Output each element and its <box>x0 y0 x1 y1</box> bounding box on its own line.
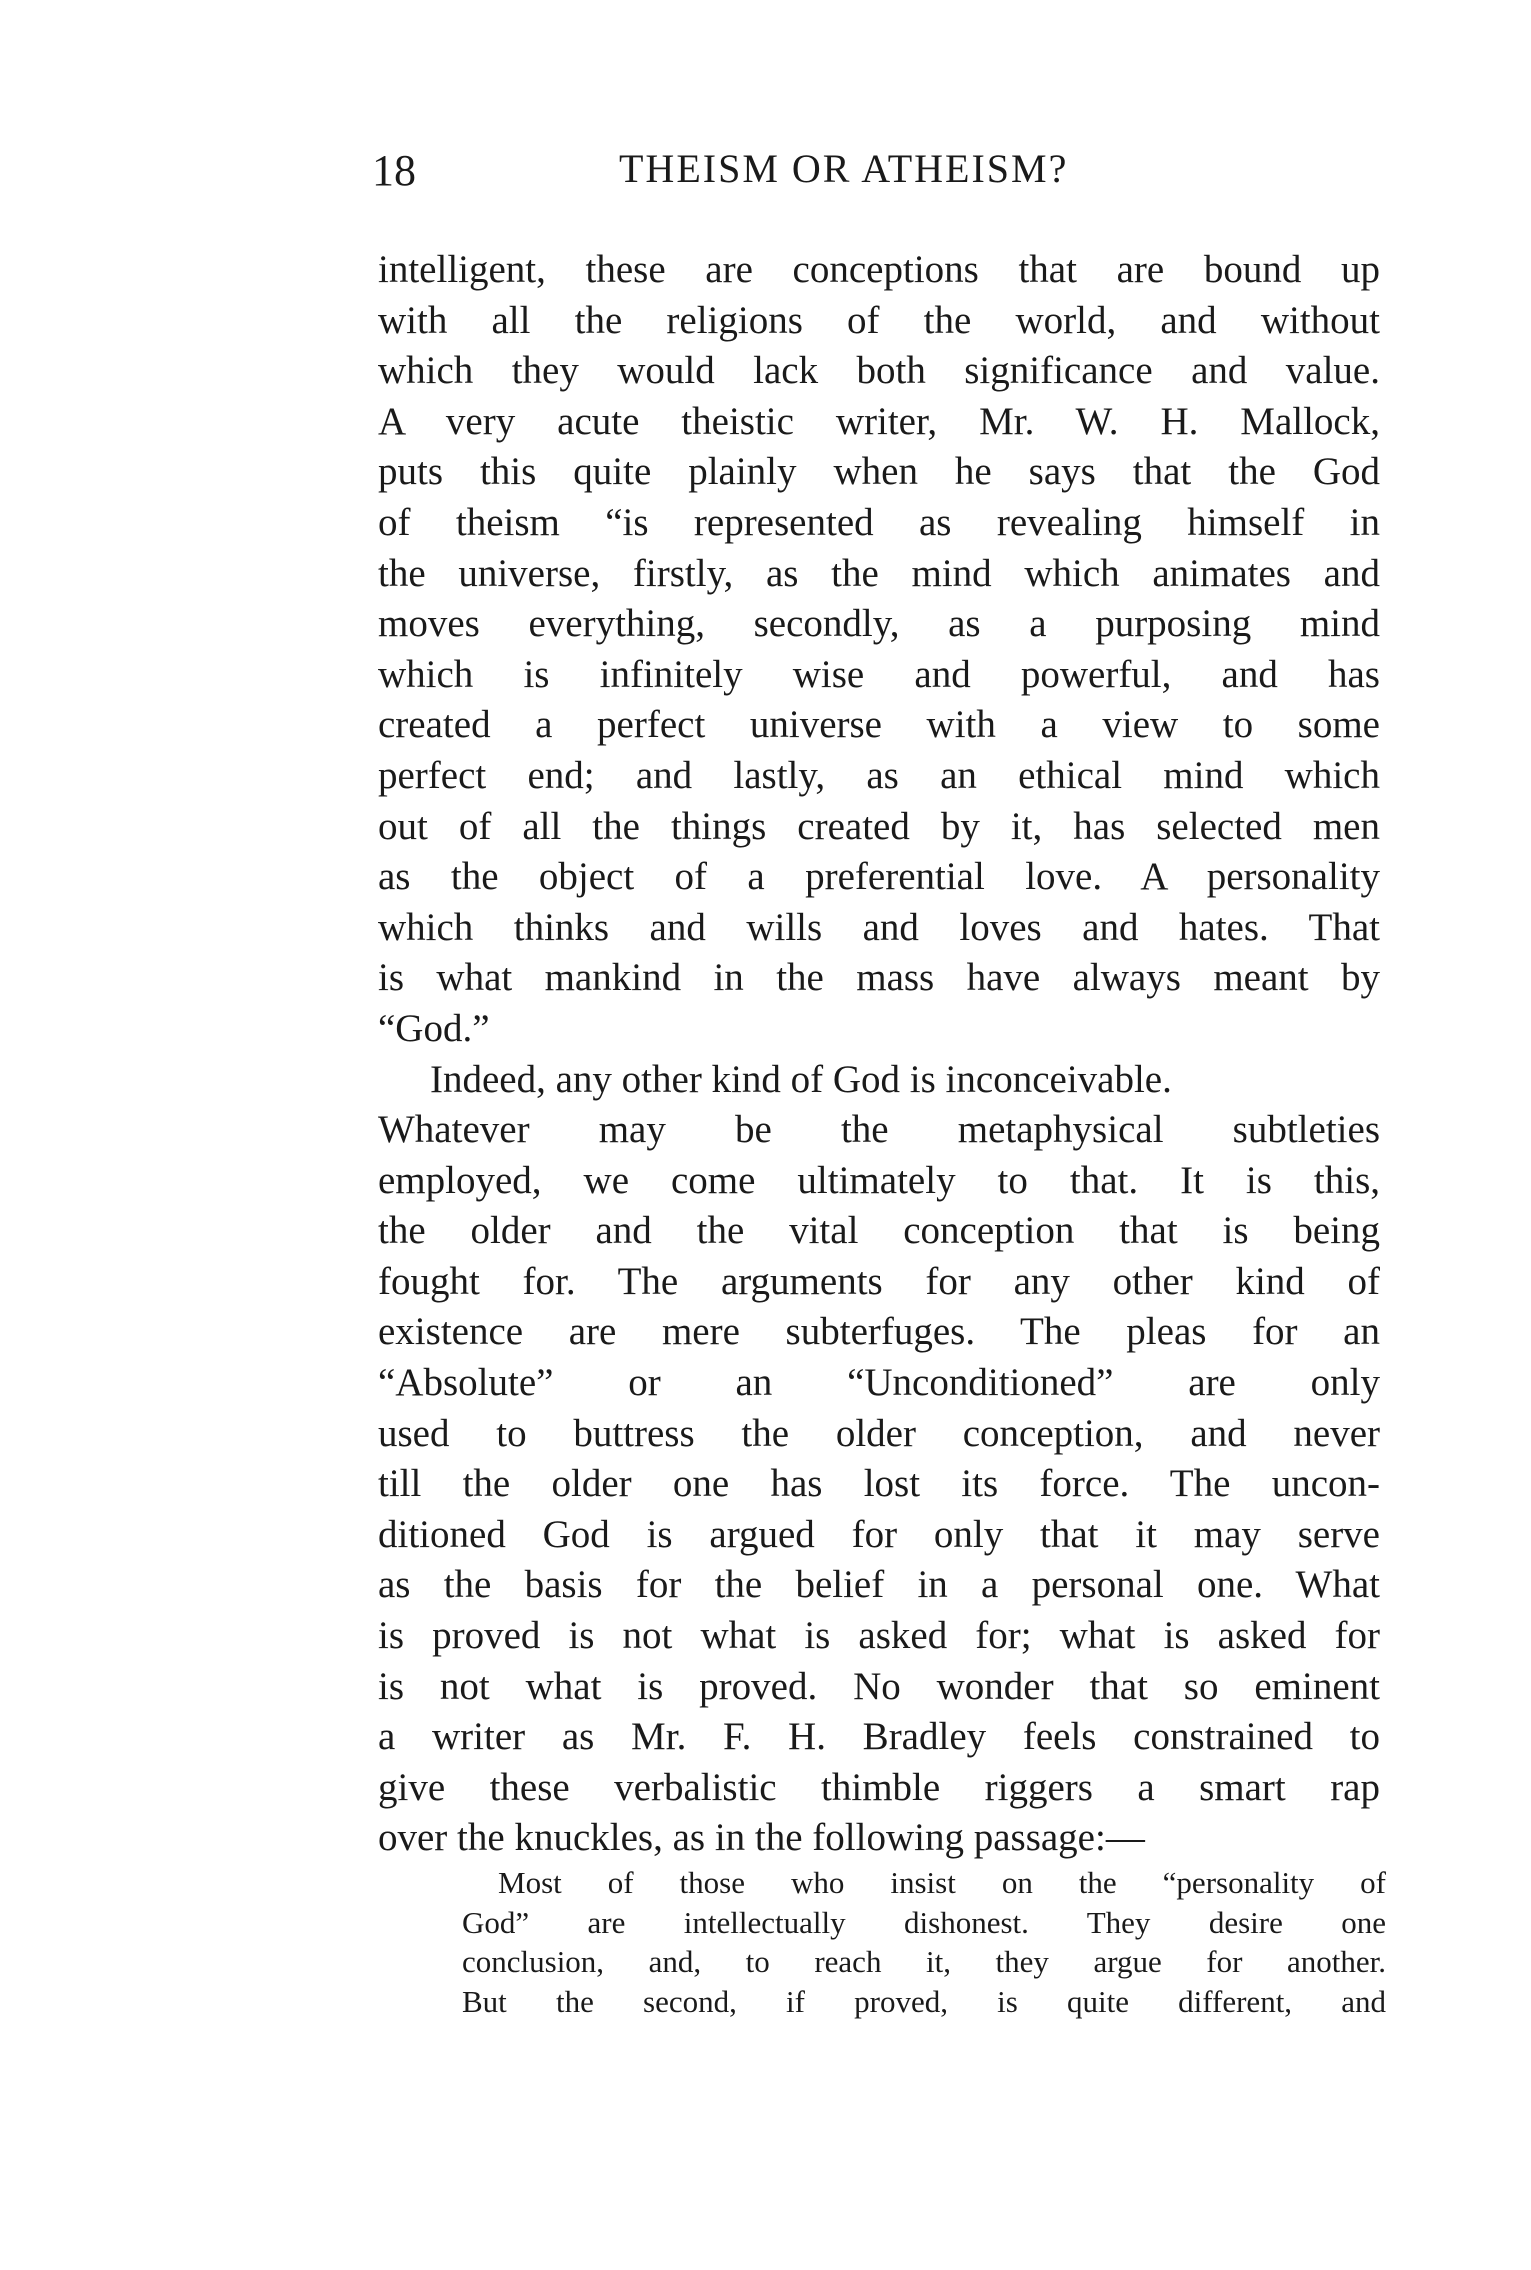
text-line: used to buttress the older conception, and never <box>378 1411 1380 1455</box>
running-head-title: THEISM OR ATHEISM? <box>619 146 1069 191</box>
text-line: A very acute theistic writer, Mr. W. H. Mallock, <box>378 399 1380 443</box>
paragraph-first-line: Indeed, any other kind of God is inconceivable. <box>430 1057 1172 1101</box>
text-line: a writer as Mr. F. H. Bradley feels constrained to <box>378 1715 1380 1759</box>
text-line: is proved is not what is asked for; what is asked for <box>378 1614 1380 1658</box>
text-line: the older and the vital conception that is being <box>378 1209 1380 1253</box>
text-line: created a perfect universe with a view to some <box>378 703 1380 747</box>
text-line: intelligent, these are conceptions that are bound up <box>378 248 1380 291</box>
quote-line: God” are intellectually dishonest. They desire one <box>462 1904 1386 1940</box>
text-line: which is infinitely wise and powerful, and has <box>378 652 1380 696</box>
text-line: “Absolute” or an “Unconditioned” are only <box>378 1361 1380 1405</box>
page-number: 18 <box>372 146 416 195</box>
text-line: as the basis for the belief in a personal one. What <box>378 1563 1380 1607</box>
paragraph-end-line: “God.” <box>378 1006 490 1050</box>
text-line: Whatever may be the metaphysical subtleties <box>378 1108 1380 1152</box>
text-line: of theism “is represented as revealing himself in <box>378 500 1380 544</box>
text-line: which they would lack both significance and value. <box>378 349 1380 393</box>
quote-line: Most of those who insist on the “personality of <box>498 1865 1386 1900</box>
text-line: till the older one has lost its force. The uncon- <box>378 1462 1380 1506</box>
text-line: give these verbalistic thimble riggers a smart rap <box>378 1765 1380 1809</box>
quote-line: But the second, if proved, is quite different, and <box>462 1983 1386 2019</box>
block-quote <box>462 1863 1386 2021</box>
text-line: ditioned God is argued for only that it may serve <box>378 1512 1380 1556</box>
text-line: out of all the things created by it, has selected men <box>378 804 1380 848</box>
text-line: fought for. The arguments for any other kind of <box>378 1259 1380 1303</box>
text-line: puts this quite plainly when he says that the God <box>378 450 1380 494</box>
text-line: which thinks and wills and loves and hates. That <box>378 905 1380 949</box>
running-header <box>372 145 1412 205</box>
body-text <box>378 245 1380 1864</box>
text-line: as the object of a preferential love. A personality <box>378 855 1380 899</box>
text-line: existence are mere subterfuges. The pleas for an <box>378 1310 1380 1354</box>
text-line: moves everything, secondly, as a purposing mind <box>378 602 1380 646</box>
text-line: the universe, firstly, as the mind which animates and <box>378 551 1380 595</box>
text-line: with all the religions of the world, and without <box>378 298 1380 342</box>
text-line: is not what is proved. No wonder that so eminent <box>378 1664 1380 1708</box>
text-line: employed, we come ultimately to that. It is this, <box>378 1158 1380 1202</box>
text-line: is what mankind in the mass have always meant by <box>378 956 1380 1000</box>
text-line: perfect end; and lastly, as an ethical mind which <box>378 753 1380 797</box>
quote-line: conclusion, and, to reach it, they argue for another. <box>462 1944 1386 1980</box>
text-line: over the knuckles, as in the following passage:— <box>378 1816 1145 1860</box>
